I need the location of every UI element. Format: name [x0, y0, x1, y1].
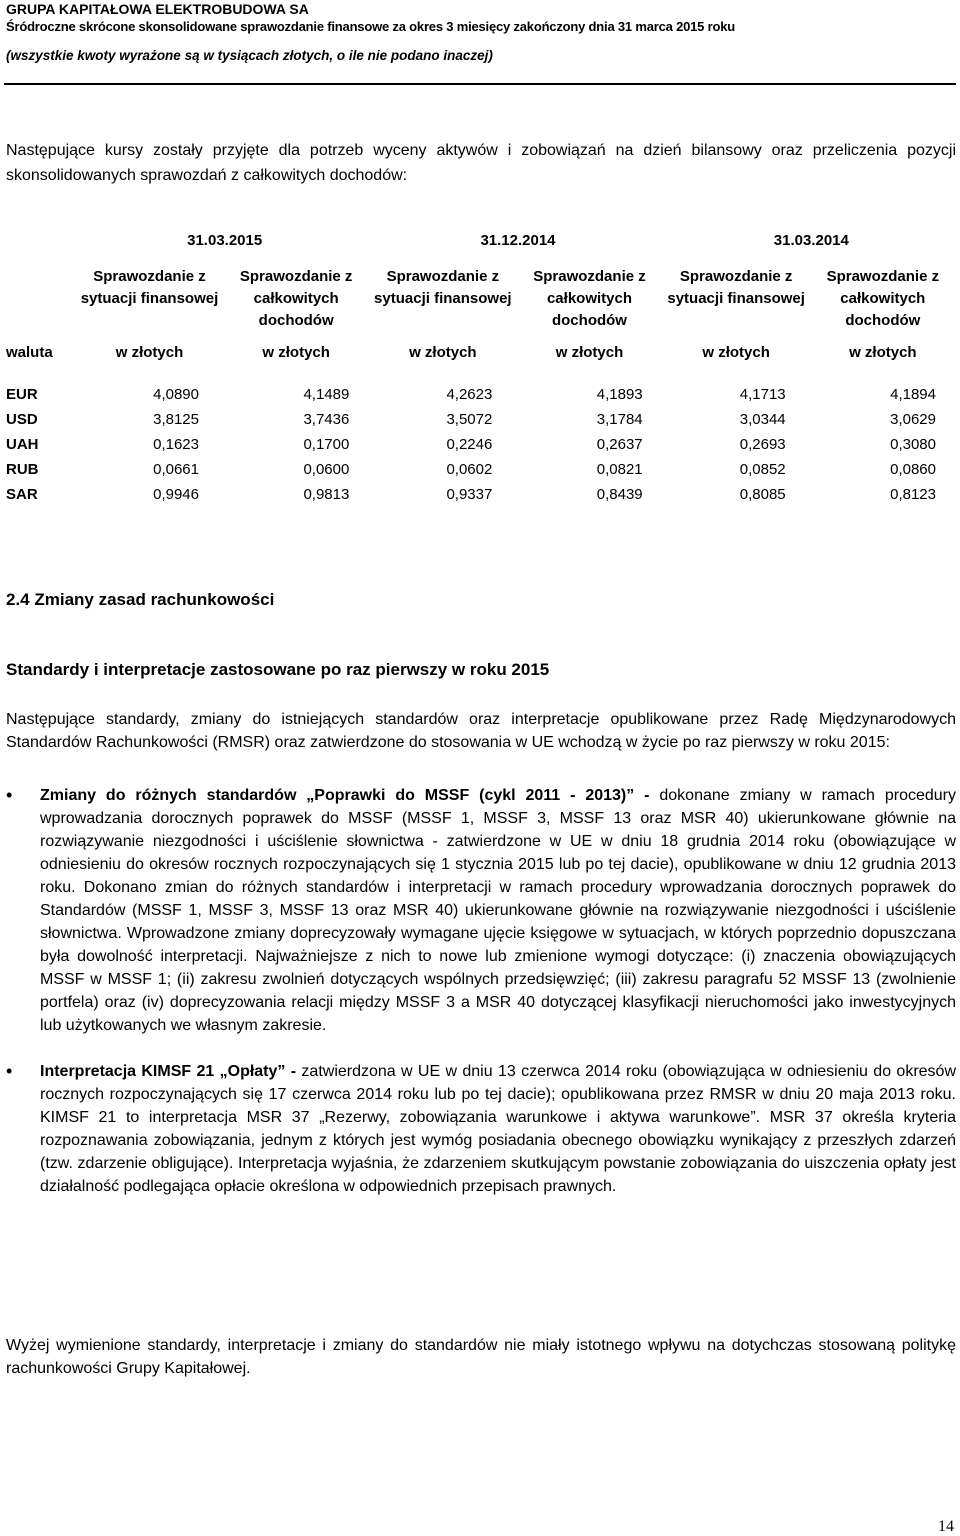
rate-value: 4,1893: [596, 386, 643, 403]
page-number: 14: [938, 1518, 954, 1535]
rate-value: 0,0602: [446, 461, 493, 478]
unit-label: w złotych: [702, 344, 770, 361]
column-header: Sprawozdanie z całkowitych dochodów: [239, 268, 353, 329]
date-col-1: 31.03.2015: [187, 232, 263, 249]
rate-value: 0,8123: [890, 486, 936, 503]
report-header: [6, 0, 956, 65]
currency-code: SAR: [6, 486, 38, 503]
column-header: Sprawozdanie z całkowitych dochodów: [826, 268, 940, 329]
header-rule: [4, 83, 956, 85]
unit-label: w złotych: [555, 344, 624, 361]
rate-value: 0,9337: [446, 486, 493, 503]
units-note: (wszystkie kwoty wyrażone są w tysiącach złotych, o ile nie podano inaczej): [6, 48, 493, 63]
unit-label: w złotych: [115, 344, 184, 361]
standard-item: [6, 1060, 956, 1198]
section-title: 2.4 Zmiany zasad rachunkowości: [6, 590, 275, 609]
rate-row-rub: [6, 461, 958, 486]
rate-value: 3,5072: [446, 411, 493, 428]
rate-value: 0,8439: [596, 486, 643, 503]
rate-value: 4,2623: [446, 386, 493, 403]
rate-value: 0,2637: [596, 436, 643, 453]
standards-list: [6, 784, 956, 1221]
closing-paragraph: Wyżej wymienione standardy, interpretacje i zmiany do standardów nie miały istotnego wpływu na dotychczas stosowaną politykę rachunkowości Grupy Kapitałowej.: [6, 1337, 956, 1377]
report-subtitle: Śródroczne skrócone skonsolidowane sprawozdanie finansowe za okres 3 miesięcy zakończony dnia 31 marca 2015 roku: [6, 19, 735, 34]
intro-paragraph: Następujące kursy zostały przyjęte dla potrzeb wyceny aktywów i zobowiązań na dzień bilansowy oraz przeliczenia pozycji skonsolidowanych sprawozdań z całkowitych dochodów:: [6, 142, 956, 184]
subsection-title: Standardy i interpretacje zastosowane po raz pierwszy w roku 2015: [6, 660, 550, 679]
rate-value: 0,0860: [890, 461, 936, 478]
date-header-row: [6, 232, 958, 256]
rate-row-usd: [6, 411, 958, 436]
exchange-rates-table: [6, 232, 958, 511]
rate-value: 0,9946: [153, 486, 199, 503]
company-name: GRUPA KAPITAŁOWA ELEKTROBUDOWA SA: [6, 1, 309, 17]
rate-value: 0,0821: [596, 461, 643, 478]
rate-value: 0,0600: [303, 461, 350, 478]
standard-description: dokonane zmiany w ramach procedury wprowadzania dorocznych poprawek do MSSF (MSSF 1, MSSF 3, MSSF 13 oraz MSR 40) ukierunkowane głównie na rozwiązywanie niezgodności i uściślenie słownictwa - zatwierdzone w UE w dniu 18 grudnia 2014 roku (obowiązujące w odniesieniu do okresów rocznych rozpoczynających się 1 stycznia 2015 lub po tej dacie), opublikowane w dniu 12 grudnia 2013 roku. Dokonano zmian do różnych standardów i interpretacji w ramach procedury wprowadzania dorocznych poprawek do Standardów (MSSF 1, MSSF 3, MSSF 13 oraz MSR 40) ukierunkowane głównie na rozwiązywanie niezgodności i uściślenie słownictwa. Wprowadzone zmiany doprecyzowały wymagane ujęcie księgowe w sytuacjach, w których poprzednio dopuszczana była dowolność interpretacji. Najważniejsze z nich to nowe lub zmienione wymogi dotyczące: (i) znaczenia obowiązujących MSSF w MSSF 1; (ii) zakresu zwolnień dotyczących wspólnych przedsięwzięć; (iii) zakresu paragrafu 52 MSSF 13 (zwolnienie portfela) oraz (iv) doprecyzowania relacji między MSSF 3 a MSR 40 dotyczącej klasyfikacji nieruchomości jako inwestycyjnych lub użytkowanych we własnym zakresie.: [40, 787, 957, 1034]
rate-value: 0,1700: [303, 436, 350, 453]
statement-header-row: [6, 256, 958, 344]
standard-name: Interpretacja KIMSF 21 „Opłaty” -: [40, 1063, 297, 1080]
unit-label: w złotych: [262, 344, 330, 361]
standard-description: zatwierdzona w UE w dniu 13 czerwca 2014 roku (obowiązująca w odniesieniu do okresów rocznych rozpoczynających się 17 czerwca 2014 roku lub po tej dacie); opublikowana przez RMSR w dniu 20 maja 2013 roku. KIMSF 21 to interpretacja MSR 37 „Rezerwy, zobowiązania warunkowe i aktywa warunkowe”. MSR 37 określa kryteria rozpoznawania zobowiązania, jednym z których jest wymóg posiadania obecnego obowiązku wynikający z przeszłych zdarzeń (tzw. zdarzenie obligujące). Interpretacja wyjaśnia, że zdarzeniem skutkującym powstanie zobowiązania do uiszczenia opłaty jest działalność podlegająca opłacie określona w odpowiednich przepisach prawnych.: [40, 1063, 956, 1195]
column-header: Sprawozdanie z całkowitych dochodów: [533, 268, 646, 329]
rate-value: 3,0344: [739, 411, 786, 428]
rate-value: 4,1489: [303, 386, 350, 403]
standard-item: [6, 784, 956, 1037]
currency-label: waluta: [6, 344, 53, 361]
subsection-intro: Następujące standardy, zmiany do istniejących standardów oraz interpretacje opublikowane przez Radę Międzynarodowych Standardów Rachunkowości (RMSR) oraz zatwierdzone do stosowania w UE wchodzą w życie po raz pierwszy w roku 2015:: [6, 711, 956, 751]
currency-code: EUR: [6, 386, 38, 403]
bullet-icon: •: [6, 1061, 13, 1081]
column-header: Sprawozdanie z sytuacji finansowej: [667, 268, 805, 307]
rate-value: 3,1784: [596, 411, 643, 428]
currency-code: RUB: [6, 461, 39, 478]
rate-value: 4,1713: [739, 386, 786, 403]
rate-value: 3,7436: [303, 411, 350, 428]
rate-value: 4,1894: [890, 386, 936, 403]
date-col-2: 31.12.2014: [480, 232, 556, 249]
rate-value: 0,8085: [739, 486, 786, 503]
unit-label: w złotych: [409, 344, 477, 361]
date-col-3: 31.03.2014: [773, 232, 849, 249]
rate-value: 0,0852: [739, 461, 786, 478]
rate-value: 4,0890: [153, 386, 199, 403]
rate-value: 0,2246: [446, 436, 493, 453]
unit-row: [6, 344, 958, 376]
rate-row-eur: [6, 386, 958, 411]
rate-value: 0,1623: [153, 436, 199, 453]
unit-label: w złotych: [849, 344, 917, 361]
rate-rows: [6, 386, 958, 511]
rate-value: 0,9813: [303, 486, 350, 503]
rate-value: 0,0661: [153, 461, 199, 478]
column-header: Sprawozdanie z sytuacji finansowej: [374, 268, 512, 307]
currency-code: UAH: [6, 436, 39, 453]
rate-value: 3,0629: [890, 411, 936, 428]
rate-value: 0,2693: [739, 436, 786, 453]
bullet-icon: •: [6, 785, 13, 805]
rate-row-sar: [6, 486, 958, 511]
column-header: Sprawozdanie z sytuacji finansowej: [80, 268, 219, 307]
rate-row-uah: [6, 436, 958, 461]
rate-value: 0,3080: [890, 436, 936, 453]
currency-code: USD: [6, 411, 38, 428]
standard-name: Zmiany do różnych standardów „Poprawki do MSSF (cykl 2011 - 2013)” -: [40, 787, 650, 804]
rate-value: 3,8125: [153, 411, 199, 428]
